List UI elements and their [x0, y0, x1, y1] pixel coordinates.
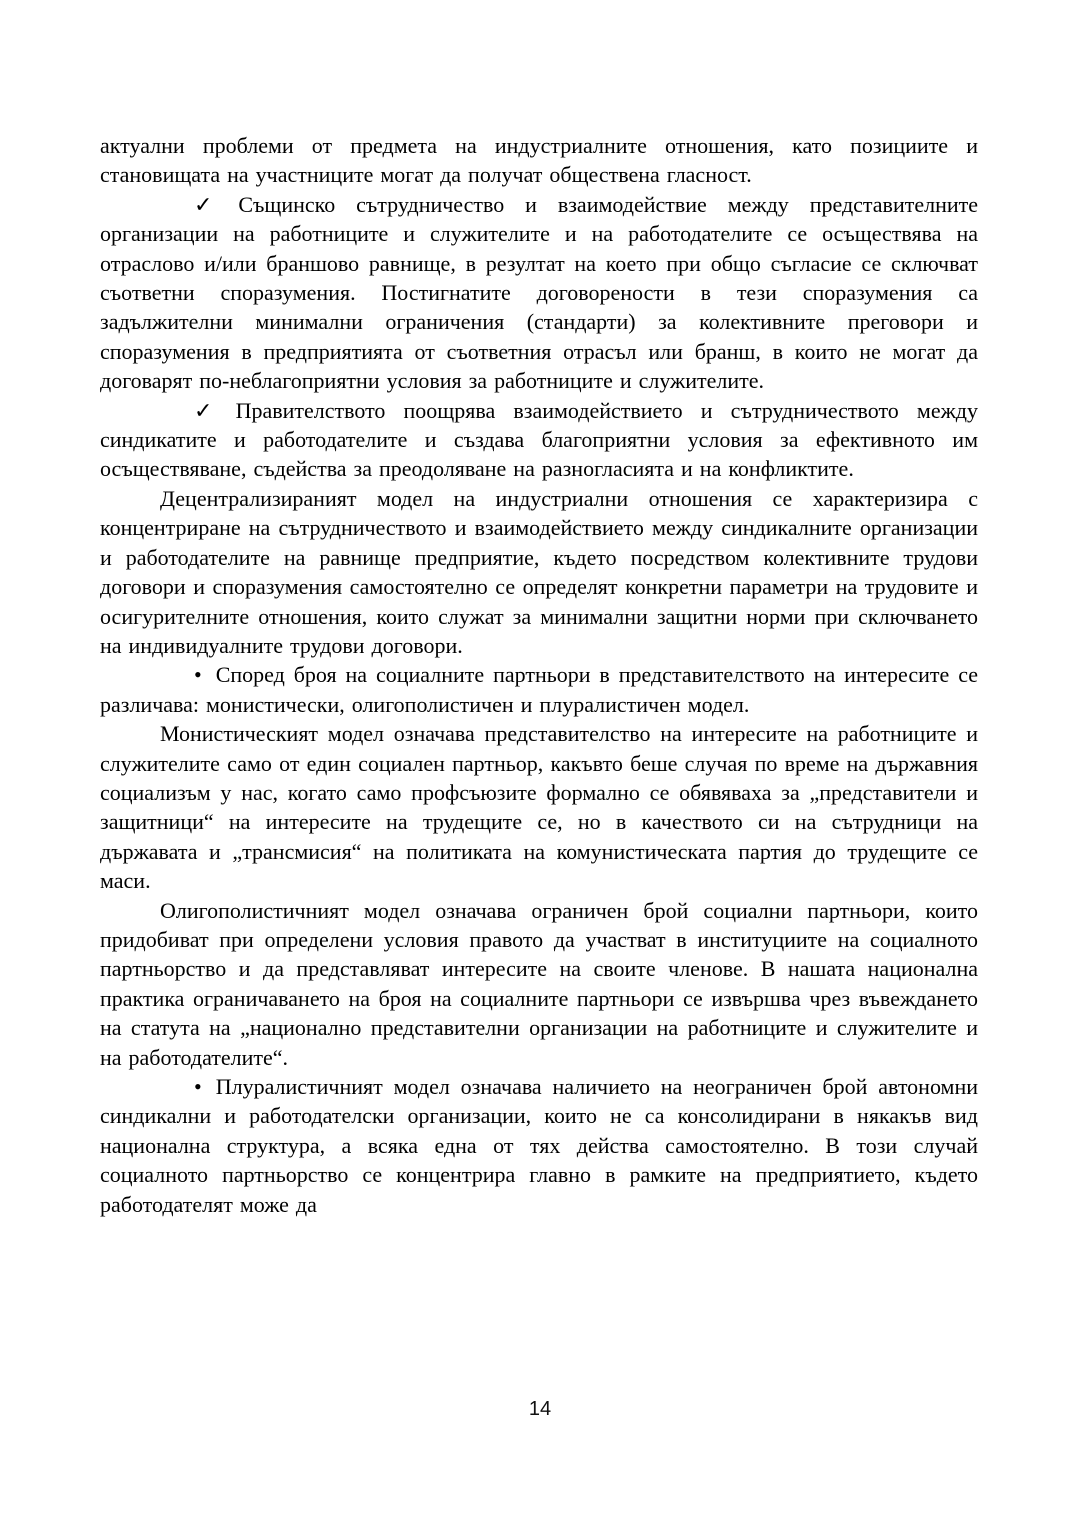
page-number: 14 [528, 1398, 552, 1420]
document-body [100, 131, 978, 1219]
bullet-icon: • [194, 662, 202, 688]
paragraph-check-item [100, 190, 978, 396]
paragraph-text: Плуралистичният модел означава наличието на неограничен брой автономни синдикални и работодателски организации, които не са консолидирани в някакъв вид национална структура, а всяка една от тях действа самостоятелно. В този случай социалното партньорство се концентрира главно в рамките на предприятието, където работодателят може да [100, 1074, 978, 1217]
checkmark-icon: ✓ [194, 397, 224, 423]
paragraph-continuation [100, 131, 978, 190]
paragraph-text: Правителството поощрява взаимодействието и сътрудничеството между синдикатите и работодателите и създава благоприятни условия за ефективното им осъществяване, съдейства за преодоляване на разногласията и на конфликтите. [100, 397, 979, 482]
paragraph-text: Децентрализираният модел на индустриални отношения се характеризира с концентриране на сътрудничеството и взаимодействието между синдикалните организации и работодателите на равнище предприятие, където посредством колективните трудови договори и споразумения самостоятелно се определят конкретни параметри на трудовите и осигурителните отношения, които служат за минимални защитни норми при сключването на индивидуалните трудови договори. [100, 485, 978, 658]
paragraph-text: Олигополистичният модел означава ограничен брой социални партньори, които придобиват при определени условия правото да участват в институциите на социалното партньорство и да представляват интересите на своите членове. В нашата национална практика ограничаването на броя на социалните партньори се извършва чрез въвеждането на статута на „национално представителни организации на работниците и служителите и на работодателите“. [100, 897, 978, 1070]
paragraph-text: Според броя на социалните партньори в представителството на интересите се различава: монистически, олигополистичен и плуралистичен модел. [100, 662, 978, 717]
paragraph [100, 896, 978, 1072]
bullet-icon: • [194, 1074, 202, 1099]
paragraph-text: актуални проблеми от предмета на индустриалните отношения, като позициите и становищата на участниците могат да получат обществена гласност. [100, 133, 978, 188]
paragraph-bullet-item [100, 660, 978, 719]
paragraph-bullet-item [100, 1072, 978, 1219]
paragraph-text: Същинско сътрудничество и взаимодействие между представителните организации на работниците и служителите и на работодателите се осъществява на отраслово и/или браншово равнище, в резултат на което при общо съгласие се сключват съответни споразумения. Постигнатите договорености в тези споразумения са задължителни минимални ограничения (стандарти) за колективните преговори и споразумения в предприятията от съответния отрасъл или бранш, в които не могат да договарят по-неблагоприятни условия за работниците и служителите. [100, 191, 979, 394]
paragraph [100, 484, 978, 660]
checkmark-icon: ✓ [194, 191, 227, 217]
paragraph-text: Монистическият модел означава представителство на интересите на работниците и служителите само от един социален партньор, какъвто беше случая по време на държавния социализъм у нас, когато само профсъюзите формално се обявяваха за „представители и защитници“ на интересите на трудещите се, но в качеството си на сътрудници на държавата и „трансмисия“ на политиката на комунистическата партия до трудещите се маси. [100, 721, 978, 894]
paragraph [100, 719, 978, 895]
paragraph-check-item [100, 396, 978, 484]
